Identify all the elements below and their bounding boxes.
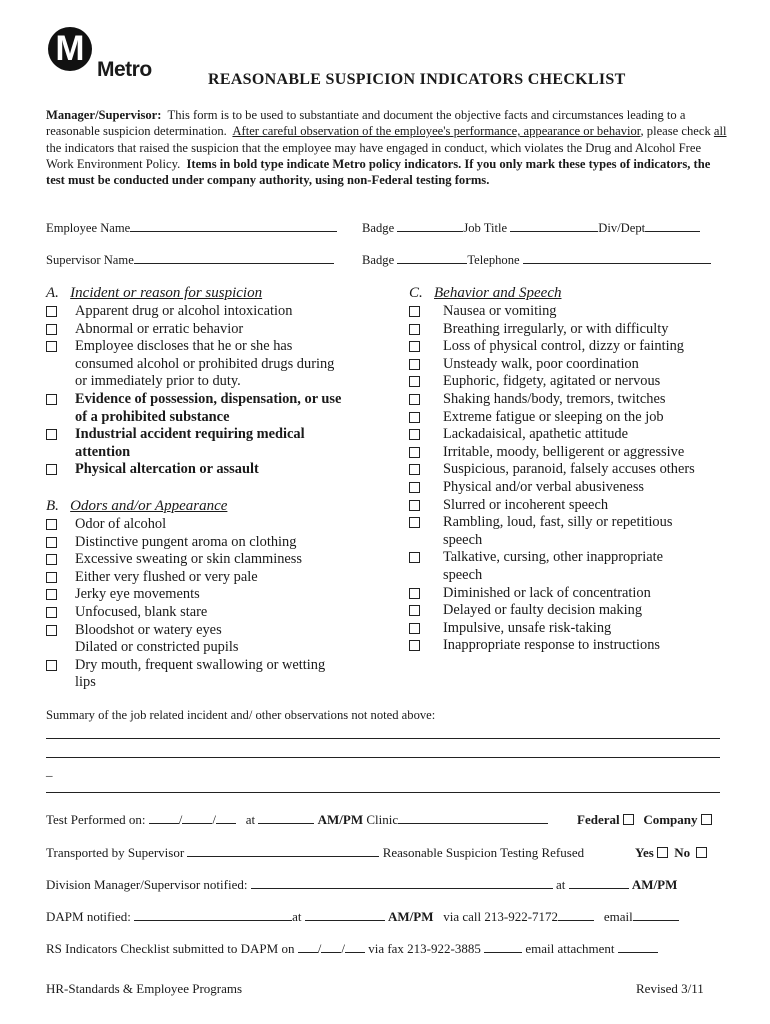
section_c-checkbox[interactable] bbox=[409, 517, 420, 528]
federal-checkbox[interactable] bbox=[623, 814, 634, 825]
section_b-checkbox[interactable] bbox=[46, 519, 57, 530]
section_c-checkbox[interactable] bbox=[409, 552, 420, 563]
section_a-checkbox[interactable] bbox=[46, 394, 57, 405]
section_c-item-label: Slurred or incoherent speech bbox=[443, 496, 609, 513]
section_a-item-label: Employee discloses that he or she has bbox=[75, 338, 293, 355]
section_c-item-label: Unsteady walk, poor coordination bbox=[443, 355, 639, 372]
company-checkbox[interactable] bbox=[701, 814, 712, 825]
section-c-title: Behavior and Speech bbox=[434, 285, 562, 301]
intro-bold: Items in bold type indicate Metro policy indicators. If you only mark these types of indicators, the test must be conducted under company authority, using non-Federal testing forms. bbox=[46, 156, 711, 188]
section_b-item-label: lips bbox=[75, 674, 96, 691]
at-label: at bbox=[245, 812, 256, 827]
email-attachment-field[interactable] bbox=[618, 951, 658, 953]
section_c-item-label: Physical and/or verbal abusiveness bbox=[443, 479, 645, 495]
section-a-header bbox=[46, 285, 262, 302]
section-b-title: Odors and/or Appearance bbox=[70, 498, 228, 514]
section_b-checkbox[interactable] bbox=[46, 607, 57, 618]
section_b-item-label: Distinctive pungent aroma on clothing bbox=[75, 533, 297, 550]
section_c-checkbox[interactable] bbox=[409, 376, 420, 387]
section_c-checkbox[interactable] bbox=[409, 341, 420, 352]
division-field[interactable] bbox=[251, 887, 553, 889]
footer-left: HR-Standards & Employee Programs bbox=[46, 981, 243, 996]
section_c-checkbox[interactable] bbox=[409, 605, 420, 616]
intro-text-2: , please check bbox=[640, 124, 711, 139]
section_b-item-label: Jerky eye movements bbox=[75, 586, 200, 603]
section_c-checkbox[interactable] bbox=[409, 306, 420, 317]
section_c-item-label: Shaking hands/body, tremors, twitches bbox=[443, 391, 666, 407]
section_c-item-label: Euphoric, fidgety, agitated or nervous bbox=[443, 373, 661, 390]
test-year-field[interactable] bbox=[216, 822, 236, 824]
section_b-item-label: Dry mouth, frequent swallowing or wetting bbox=[75, 656, 326, 673]
section_a-checkbox[interactable] bbox=[46, 341, 57, 352]
division-row bbox=[46, 877, 677, 893]
section_c-checkbox[interactable] bbox=[409, 482, 420, 493]
summary-line-1[interactable] bbox=[46, 738, 720, 739]
section_a-checkbox[interactable] bbox=[46, 429, 57, 440]
div-dept-field[interactable] bbox=[645, 230, 700, 232]
email-label: email bbox=[603, 909, 633, 924]
division-time-field[interactable] bbox=[569, 887, 629, 889]
telephone-label: Telephone bbox=[467, 253, 520, 267]
section_c-checkbox[interactable] bbox=[409, 324, 420, 335]
slash: / bbox=[212, 812, 216, 827]
badge-label-2: Badge bbox=[362, 253, 395, 267]
employee-name-label: Employee Name bbox=[46, 221, 131, 235]
section_c-item-label: Lackadaisical, apathetic attitude bbox=[443, 426, 628, 443]
dapm-field[interactable] bbox=[134, 919, 292, 921]
section_c-item-label: speech bbox=[443, 531, 483, 548]
employee-row bbox=[46, 221, 337, 236]
section-a-letter: A. bbox=[46, 285, 59, 301]
section-b-letter: B. bbox=[46, 498, 59, 514]
section_c-item-label: Inappropriate response to instructions bbox=[443, 637, 661, 654]
employee-name-field[interactable] bbox=[130, 230, 337, 232]
section_c-item-label: Suspicious, paranoid, falsely accuses others bbox=[443, 461, 695, 478]
at-label-2: at bbox=[555, 877, 566, 892]
intro-text-3: the indicators that raised the suspicion that the employee may have engaged in conduct, which violates the Drug and Alcohol Free Work Environment Policy. bbox=[46, 140, 702, 171]
section_a-checkbox[interactable] bbox=[46, 464, 57, 475]
badge-row-1 bbox=[362, 221, 700, 236]
email-attachment-label: email attachment bbox=[525, 941, 615, 956]
summary-dash: _ bbox=[46, 763, 53, 778]
rs-year-field[interactable] bbox=[345, 951, 365, 953]
job-title-field[interactable] bbox=[510, 230, 598, 232]
section_a-item-label: attention bbox=[75, 443, 131, 460]
rs-month-field[interactable] bbox=[298, 951, 318, 953]
supervisor-row bbox=[46, 253, 334, 268]
section_c-checkbox[interactable] bbox=[409, 394, 420, 405]
transported-row bbox=[46, 845, 584, 861]
section_c-item-label: Impulsive, unsafe risk-taking bbox=[443, 619, 612, 636]
section_b-checkbox[interactable] bbox=[46, 572, 57, 583]
section_c-item-label: Extreme fatigue or sleeping on the job bbox=[443, 408, 664, 425]
section_b-item-label: Excessive sweating or skin clamminess bbox=[75, 551, 303, 568]
section_b-checkbox[interactable] bbox=[46, 660, 57, 671]
section_a-item-label: Industrial accident requiring medical bbox=[75, 426, 305, 443]
via-call-field[interactable] bbox=[558, 919, 594, 921]
test-performed-label: Test Performed on: bbox=[46, 812, 146, 827]
rs-refused-label: Reasonable Suspicion Testing Refused bbox=[382, 845, 585, 860]
supervisor-name-field[interactable] bbox=[134, 262, 334, 264]
rs-submitted-label: RS Indicators Checklist submitted to DAPM on bbox=[46, 941, 295, 956]
yes-checkbox[interactable] bbox=[657, 847, 668, 858]
section_a-item-label: of a prohibited substance bbox=[75, 408, 230, 425]
section_b-item-label: Dilated or constricted pupils bbox=[75, 639, 239, 656]
clinic-label: Clinic bbox=[366, 812, 399, 827]
section_c-checkbox[interactable] bbox=[409, 412, 420, 423]
section_c-checkbox[interactable] bbox=[409, 447, 420, 458]
metro-logo-word: Metro bbox=[97, 58, 152, 81]
supervisor-name-label: Supervisor Name bbox=[46, 253, 134, 267]
via-fax-field[interactable] bbox=[484, 951, 522, 953]
ampm-label-2: AM/PM bbox=[631, 877, 678, 892]
section_c-item-label: Breathing irregularly, or with difficulty bbox=[443, 320, 669, 337]
footer-right: Revised 3/11 bbox=[636, 981, 704, 996]
section_a-item-label: Physical altercation or assault bbox=[75, 461, 259, 478]
dapm-label: DAPM notified: bbox=[46, 909, 131, 924]
section_c-checkbox[interactable] bbox=[409, 359, 420, 370]
at-label-3: at bbox=[292, 909, 302, 924]
transported-field[interactable] bbox=[187, 855, 379, 857]
authority-row bbox=[577, 812, 712, 828]
company-label: Company bbox=[643, 812, 698, 827]
section_c-checkbox[interactable] bbox=[409, 623, 420, 634]
section-c-header bbox=[409, 285, 561, 302]
badge-label: Badge bbox=[362, 221, 395, 235]
section_c-checkbox[interactable] bbox=[409, 464, 420, 475]
intro-underlined: After careful observation of the employee's performance, appearance or behavior bbox=[232, 124, 641, 139]
section_c-checkbox[interactable] bbox=[409, 429, 420, 440]
test-month-field[interactable] bbox=[149, 822, 179, 824]
rs-submitted-row bbox=[46, 941, 658, 957]
section_b-checkbox[interactable] bbox=[46, 589, 57, 600]
slash: / bbox=[317, 941, 322, 956]
section_c-item-label: speech bbox=[443, 566, 483, 583]
division-label: Division Manager/Supervisor notified: bbox=[46, 877, 248, 892]
test-time-field[interactable] bbox=[258, 822, 314, 824]
section_c-item-label: Talkative, cursing, other inappropriate bbox=[443, 549, 663, 566]
section_c-item-label: Loss of physical control, dizzy or fainting bbox=[443, 338, 684, 355]
section_a-item-label: consumed alcohol or prohibited drugs during bbox=[75, 355, 335, 372]
job-title-label: Job Title bbox=[463, 221, 508, 235]
yes-no-row bbox=[635, 845, 707, 861]
email-field[interactable] bbox=[633, 919, 679, 921]
no-label: No bbox=[674, 845, 691, 860]
rs-day-field[interactable] bbox=[321, 951, 341, 953]
slash: / bbox=[178, 812, 183, 827]
summary-line-2[interactable] bbox=[46, 757, 720, 758]
section_a-checkbox[interactable] bbox=[46, 324, 57, 335]
section_b-item-label: Odor of alcohol bbox=[75, 516, 167, 532]
section_a-item-label: Apparent drug or alcohol intoxication bbox=[75, 303, 293, 319]
section_b-item-label: Bloodshot or watery eyes bbox=[75, 621, 222, 638]
dapm-time-field[interactable] bbox=[305, 919, 385, 921]
yes-label: Yes bbox=[635, 845, 654, 860]
section_c-item-label: Diminished or lack of concentration bbox=[443, 584, 651, 601]
badge-field-2[interactable] bbox=[397, 262, 467, 264]
ampm-label: AM/PM bbox=[317, 812, 364, 827]
section_c-item-label: Rambling, loud, fast, silly or repetitious bbox=[443, 514, 673, 531]
clinic-field[interactable] bbox=[398, 822, 548, 824]
no-checkbox[interactable] bbox=[696, 847, 707, 858]
section_b-checkbox[interactable] bbox=[46, 625, 57, 636]
summary-line-3[interactable] bbox=[46, 792, 720, 793]
intro-paragraph bbox=[46, 107, 728, 188]
slash: / bbox=[341, 941, 345, 956]
badge-field[interactable] bbox=[397, 230, 463, 232]
ampm-label-3: AM/PM bbox=[388, 909, 434, 924]
via-call-label: via call 213-922-7172 bbox=[443, 909, 559, 924]
section_a-checkbox[interactable] bbox=[46, 306, 57, 317]
test-performed-row bbox=[46, 812, 548, 828]
section_c-item-label: Irritable, moody, belligerent or aggressive bbox=[443, 443, 685, 460]
section-b-header bbox=[46, 498, 227, 515]
section_b-item-label: Either very flushed or very pale bbox=[75, 568, 258, 585]
metro-logo-icon: M bbox=[48, 27, 92, 71]
div-dept-label: Div/Dept bbox=[598, 221, 646, 235]
telephone-field[interactable] bbox=[523, 262, 711, 264]
section_b-checkbox[interactable] bbox=[46, 537, 57, 548]
badge-row-2 bbox=[362, 253, 711, 268]
section-a-title: Incident or reason for suspicion bbox=[70, 285, 263, 301]
section_b-checkbox[interactable] bbox=[46, 554, 57, 565]
transported-label: Transported by Supervisor bbox=[46, 845, 185, 860]
section_c-checkbox[interactable] bbox=[409, 640, 420, 651]
section_b-item-label: Unfocused, blank stare bbox=[75, 604, 208, 620]
summary-label: Summary of the job related incident and/ other observations not noted above: bbox=[46, 708, 436, 722]
section_a-item-label: Abnormal or erratic behavior bbox=[75, 320, 244, 337]
via-fax-label: via fax 213-922-3885 bbox=[368, 941, 481, 956]
section_a-item-label: or immediately prior to duty. bbox=[75, 373, 241, 390]
test-day-field[interactable] bbox=[182, 822, 212, 824]
section_c-checkbox[interactable] bbox=[409, 588, 420, 599]
intro-all: all bbox=[713, 124, 727, 139]
dapm-row bbox=[46, 909, 679, 925]
section_c-item-label: Delayed or faulty decision making bbox=[443, 602, 643, 619]
intro-text-1: This form is to be used to substantiate and document the objective facts and circumstances leading to a reasonable suspicion determination. bbox=[46, 108, 686, 139]
federal-label: Federal bbox=[577, 812, 620, 827]
page-title: REASONABLE SUSPICION INDICATORS CHECKLIST bbox=[208, 71, 626, 88]
section-c-letter: C. bbox=[409, 285, 423, 301]
section_c-checkbox[interactable] bbox=[409, 500, 420, 511]
intro-label: Manager/Supervisor: bbox=[46, 108, 162, 122]
section_c-item-label: Nausea or vomiting bbox=[443, 303, 557, 319]
section_a-item-label: Evidence of possession, dispensation, or use bbox=[75, 391, 342, 407]
